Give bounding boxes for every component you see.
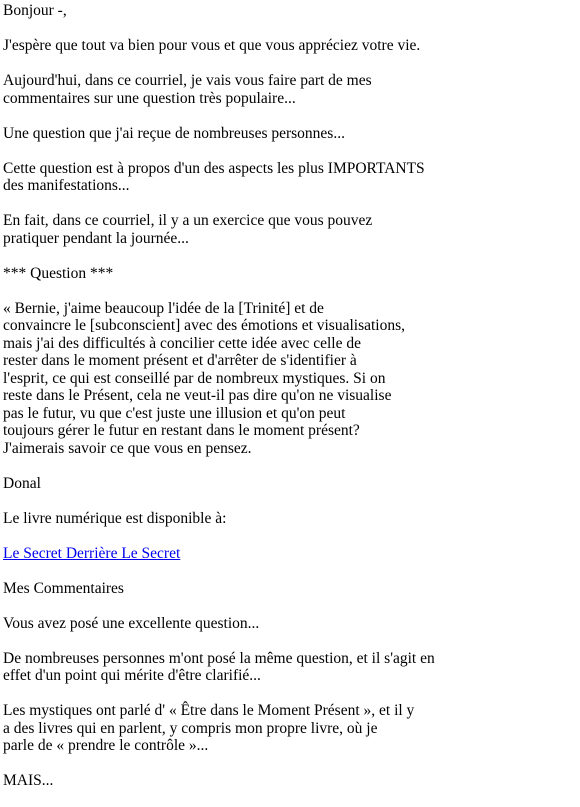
comments-heading: Mes Commentaires [3, 579, 124, 597]
signature: Donal [3, 474, 41, 492]
paragraph-intro: Aujourd'hui, dans ce courriel, je vais vous faire part de mes commentaires sur une question très populaire... [3, 72, 372, 107]
email-body [3, 2, 573, 807]
ebook-link[interactable]: Le Secret Derrière Le Secret [3, 544, 181, 562]
paragraph-wellbeing: J'espère que tout va bien pour vous et que vous appréciez votre vie. [3, 37, 421, 54]
ebook-link-paragraph [3, 545, 573, 563]
comment-excellent-question: Vous avez posé une excellente question... [3, 614, 260, 632]
paragraph-importance: Cette question est à propos d'un des aspects les plus IMPORTANTS des manifestations... [3, 159, 425, 194]
question-heading: *** Question *** [3, 264, 114, 282]
comment-but: MAIS... [3, 772, 54, 789]
paragraph-question-source: Une question que j'ai reçue de nombreuses personnes... [3, 124, 345, 142]
question-text: « Bernie, j'aime beaucoup l'idée de la [Trinité] et de convaincre le [subconscient] avec des émotions et visualisations, mais j'ai des difficultés à concilier cette idée avec celle de rester dans le moment présent et d'arrêter de s'identifier à l'esprit, ce qui est conseillé par de nombreux mystiques. Si on reste dans le Présent, cela ne veut-il pas dire qu'on ne visualise pas le futur, vu que c'est juste une illusion et qu'on peut toujours gérer le futur en restant dans le moment présent? J'aimerais savoir ce que vous en pensez. [3, 299, 406, 457]
comment-clarification: De nombreuses personnes m'ont posé la même question, et il s'agit en effet d'un point qui mérite d'être clarifié... [3, 649, 435, 684]
ebook-intro: Le livre numérique est disponible à: [3, 509, 227, 527]
greeting: Bonjour -, [3, 2, 67, 19]
paragraph-exercise: En fait, dans ce courriel, il y a un exercice que vous pouvez pratiquer pendant la journée... [3, 212, 373, 247]
comment-mystics: Les mystiques ont parlé d' « Être dans le Moment Présent », et il y a des livres qui en parlent, y compris mon propre livre, où je parle de « prendre le contrôle »... [3, 702, 415, 754]
